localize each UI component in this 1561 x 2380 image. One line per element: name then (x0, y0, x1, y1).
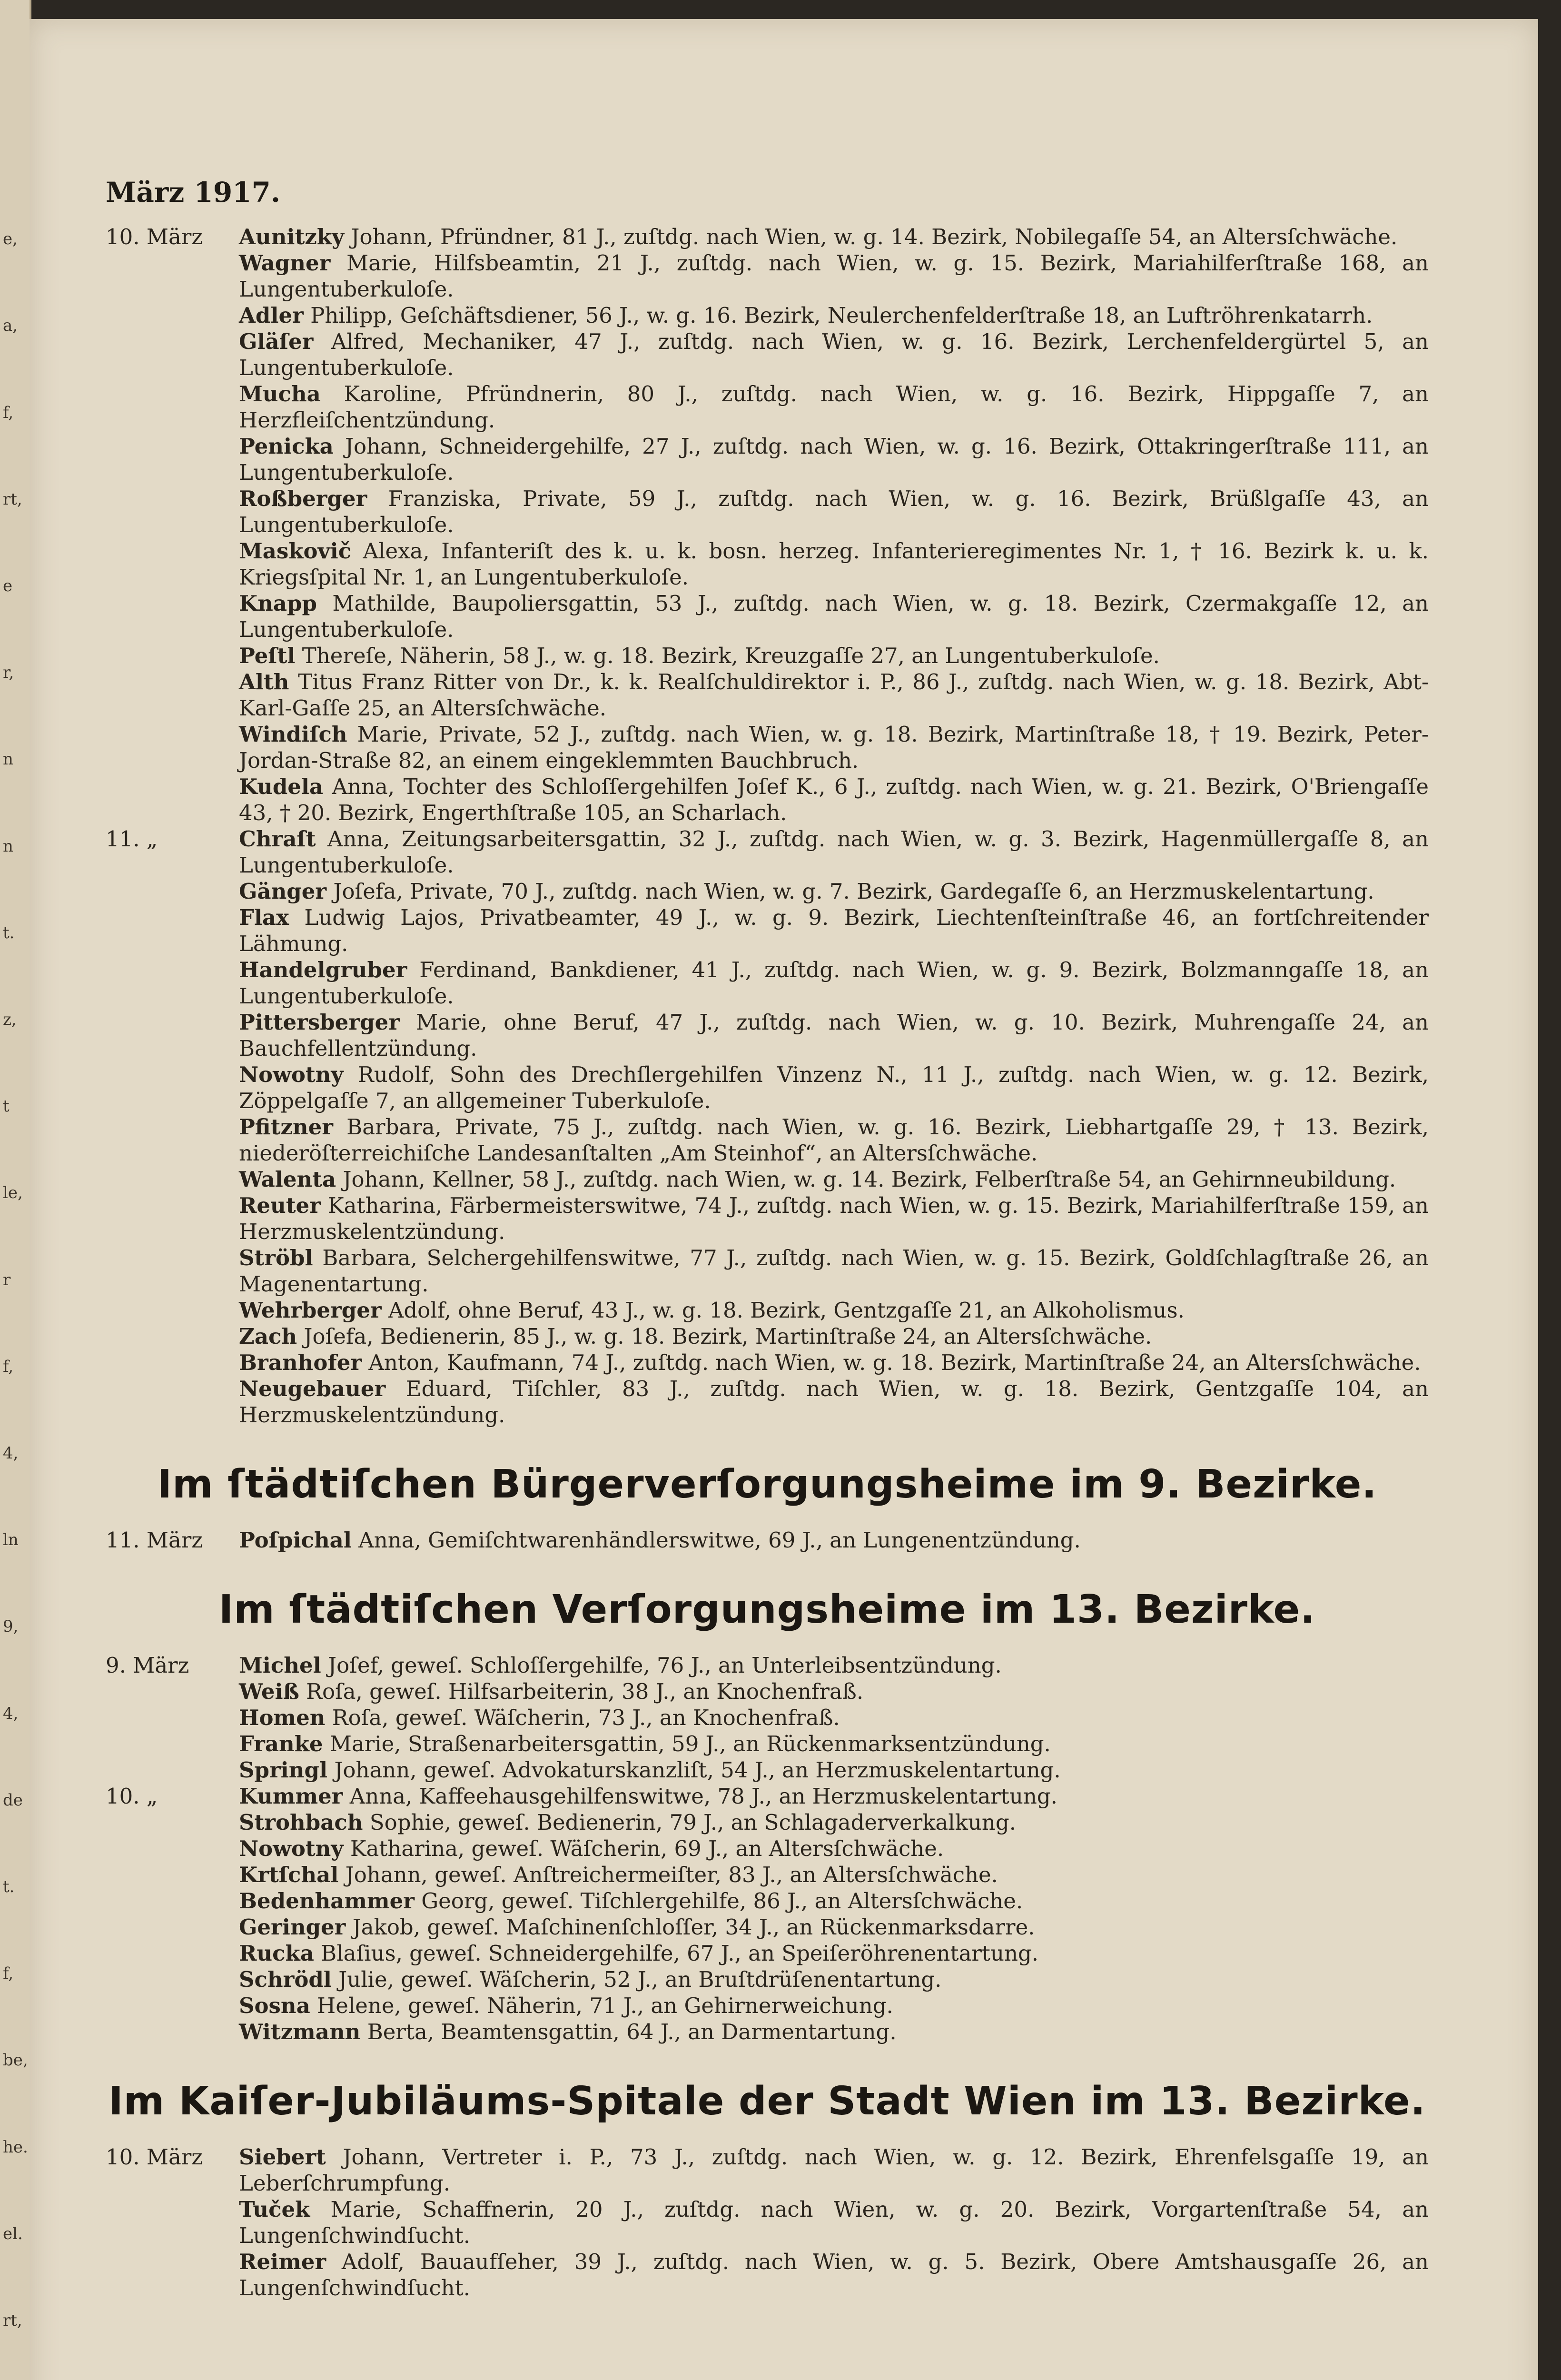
entry-details: Johann, Pfründner, 81 J., zuſtdg. nach Wien, w. g. 14. Bezirk, Nobilegaſſe 54, an Altersſchwäche. (344, 224, 1398, 249)
document-page (30, 19, 1538, 2380)
entry-surname: Poſpichal (239, 1527, 352, 1553)
page-content (106, 176, 1429, 2301)
death-record-entry (106, 2249, 1429, 2301)
death-record-entry (106, 1757, 1429, 1783)
death-record-entry (106, 1349, 1429, 1376)
entry-surname: Tuček (239, 2197, 310, 2222)
margin-fragment: z, (3, 1010, 17, 1029)
entry-surname: Weiß (239, 1679, 299, 1704)
entry-details: Anna, Tochter des Schloſſergehilfen Joſef K., 6 J., zuſtdg. nach Wien, w. g. 21. Bezirk, O'Briengaſſe 43, † 20. Bezirk, Engerthſtraße 105, an Scharlach. (239, 774, 1429, 825)
entry-details: Helene, geweſ. Näherin, 71 J., an Gehirnerweichung. (310, 1993, 893, 2018)
entry-details: Adolf, ohne Beruf, 43 J., w. g. 18. Bezirk, Gentzgaſſe 21, an Alkoholismus. (381, 1298, 1185, 1323)
death-record-entry (106, 1705, 1429, 1731)
previous-page-edge (0, 0, 31, 2380)
entry-details: Marie, Schaffnerin, 20 J., zuſtdg. nach Wien, w. g. 20. Bezirk, Vorgartenſtraße 54, an Lungenſchwindſucht. (239, 2197, 1429, 2248)
entry-surname: Adler (239, 303, 304, 328)
entry-surname: Zach (239, 1324, 297, 1349)
margin-fragment: e (3, 576, 13, 595)
entry-surname: Siebert (239, 2144, 326, 2170)
entry-details: Rudolf, Sohn des Drechſlergehilfen Vinzenz N., 11 J., zuſtdg. nach Wien, w. g. 12. Bezirk, Zöppelgaſſe 7, an allgemeiner Tuberkuloſe. (239, 1062, 1429, 1113)
death-record-entry (106, 1809, 1429, 1835)
margin-fragment: rt, (3, 490, 22, 509)
entry-surname: Michel (239, 1653, 321, 1678)
entry-details: Jakob, geweſ. Maſchinenſchloſſer, 34 J., an Rückenmarksdarre. (346, 1914, 1035, 1940)
entry-surname: Gänger (239, 879, 327, 904)
death-record-entry (106, 1678, 1429, 1705)
entry-details: Anna, Kaffeehausgehilfenswitwe, 78 J., an Herzmuskelentartung. (343, 1784, 1057, 1809)
entry-surname: Schrödl (239, 1967, 332, 1992)
entry-details: Roſa, geweſ. Wäſcherin, 73 J., an Knochenfraß. (325, 1705, 840, 1730)
entry-surname: Strohbach (239, 1810, 363, 1835)
death-record-entry (106, 1652, 1429, 1678)
entry-surname: Windiſch (239, 722, 347, 747)
entry-details: Sophie, geweſ. Bedienerin, 79 J., an Schlagaderverkalkung. (363, 1810, 1016, 1835)
death-record-entry (106, 721, 1429, 774)
death-record-entry (106, 590, 1429, 643)
death-record-entry (106, 1966, 1429, 1993)
entry-date: 10. „ (106, 1784, 158, 1809)
death-record-entry (106, 1731, 1429, 1757)
death-record-entry (106, 1009, 1429, 1061)
death-record-entry (106, 2019, 1429, 2045)
death-record-entry (106, 1783, 1429, 1809)
entry-details: Anton, Kaufmann, 74 J., zuſtdg. nach Wien, w. g. 18. Bezirk, Martinſtraße 24, an Altersſchwäche. (362, 1350, 1421, 1375)
margin-fragment: f, (3, 403, 14, 422)
margin-fragment: f, (3, 1357, 14, 1376)
entry-surname: Springl (239, 1757, 328, 1783)
entry-details: Julie, geweſ. Wäſcherin, 52 J., an Bruſtdrüſenentartung. (331, 1967, 942, 1992)
entry-details: Franziska, Private, 59 J., zuſtdg. nach Wien, w. g. 16. Bezirk, Brüßlgaſſe 43, an Lungentuberkuloſe. (239, 486, 1429, 537)
entry-details: Eduard, Tiſchler, 83 J., zuſtdg. nach Wien, w. g. 18. Bezirk, Gentzgaſſe 104, an Herzmuskelentzündung. (239, 1376, 1429, 1428)
entries-section-4 (106, 2144, 1429, 2301)
death-record-entry (106, 224, 1429, 250)
margin-fragment: t. (3, 923, 15, 942)
death-record-entry (106, 904, 1429, 957)
entry-details: Marie, ohne Beruf, 47 J., zuſtdg. nach Wien, w. g. 10. Bezirk, Muhrengaſſe 24, an Bauchfellentzündung. (239, 1010, 1429, 1061)
death-record-entry (106, 2196, 1429, 2249)
margin-fragment: r, (3, 663, 14, 682)
entry-surname: Bedenhammer (239, 1888, 415, 1914)
death-record-entry (106, 1114, 1429, 1166)
entry-surname: Reimer (239, 2249, 326, 2274)
margin-fragment: a, (3, 316, 18, 335)
death-record-entry (106, 1914, 1429, 1940)
entry-details: Johann, Schneidergehilfe, 27 J., zuſtdg. nach Wien, w. g. 16. Bezirk, Ottakringerſtraße 111, an Lungentuberkuloſe. (239, 434, 1429, 485)
margin-fragment: n (3, 837, 13, 856)
entry-date: 10. März (106, 2144, 203, 2170)
death-record-entry (106, 381, 1429, 433)
entry-surname: Geringer (239, 1914, 346, 1940)
entry-surname: Roßberger (239, 486, 367, 511)
death-record-entry (106, 1993, 1429, 2019)
entry-surname: Nowotny (239, 1836, 344, 1861)
entry-details: Alexa, Infanteriſt des k. u. k. bosn. herzeg. Infanterieregimentes Nr. 1, † 16. Bezirk k. u. k. Kriegsſpital Nr. 1, an Lungentuberkuloſe. (239, 538, 1429, 590)
entry-details: Johann, geweſ. Anſtreichermeiſter, 83 J., an Altersſchwäche. (338, 1862, 998, 1887)
death-record-entry (106, 2144, 1429, 2196)
entry-surname: Peſtl (239, 643, 296, 668)
margin-fragment: be, (3, 2051, 28, 2070)
death-record-entry (106, 486, 1429, 538)
death-record-entry (106, 1862, 1429, 1888)
margin-fragment: r (3, 1270, 11, 1289)
death-record-entry (106, 1061, 1429, 1114)
entry-surname: Knapp (239, 591, 317, 616)
death-record-entry (106, 1192, 1429, 1245)
entry-details: Katharina, geweſ. Wäſcherin, 69 J., an Altersſchwäche. (343, 1836, 944, 1861)
entries-section-1 (106, 224, 1429, 1428)
entry-details: Georg, geweſ. Tiſchlergehilfe, 86 J., an Altersſchwäche. (414, 1888, 1023, 1914)
entry-surname: Reuter (239, 1193, 321, 1218)
entry-surname: Flax (239, 905, 289, 930)
entry-surname: Nowotny (239, 1062, 344, 1087)
entry-date: 11. „ (106, 826, 158, 852)
death-record-entry (106, 1166, 1429, 1192)
death-record-entry (106, 1245, 1429, 1297)
entry-surname: Witzmann (239, 2019, 361, 2044)
entry-surname: Walenta (239, 1167, 336, 1192)
entry-surname: Chraſt (239, 826, 316, 852)
entry-surname: Wagner (239, 250, 331, 276)
margin-fragment: t (3, 1097, 10, 1116)
margin-fragment: le, (3, 1183, 23, 1202)
death-record-entry (106, 643, 1429, 669)
entry-surname: Franke (239, 1731, 323, 1756)
death-record-entry (106, 1940, 1429, 1966)
death-record-entry (106, 1835, 1429, 1862)
entry-details: Karoline, Pfründnerin, 80 J., zuſtdg. nach Wien, w. g. 16. Bezirk, Hippgaſſe 7, an Herzfleiſchentzündung. (239, 381, 1429, 433)
entry-details: Alfred, Mechaniker, 47 J., zuſtdg. nach Wien, w. g. 16. Bezirk, Lerchenfeldergürtel 5, an Lungentuberkuloſe. (239, 329, 1429, 380)
section-title-kaiser-jubilaeums-spital: Im Kaiſer-Jubiläums-Spitale der Stadt Wien im 13. Bezirke. (109, 2079, 1426, 2124)
death-record-entry (106, 328, 1429, 381)
death-record-entry (106, 1376, 1429, 1428)
entry-date: 11. März (106, 1527, 203, 1553)
margin-fragment: he. (3, 2138, 28, 2157)
entry-details: Thereſe, Näherin, 58 J., w. g. 18. Bezirk, Kreuzgaſſe 27, an Lungentuberkuloſe. (295, 643, 1160, 668)
death-record-entry (106, 250, 1429, 302)
entry-details: Mathilde, Baupoliersgattin, 53 J., zuſtdg. nach Wien, w. g. 18. Bezirk, Czermakgaſſe 12, an Lungentuberkuloſe. (239, 591, 1429, 642)
margin-fragment: 4, (3, 1444, 19, 1463)
death-record-entry (106, 302, 1429, 328)
entry-surname: Mucha (239, 381, 321, 407)
entry-details: Titus Franz Ritter von Dr., k. k. Realſchuldirektor i. P., 86 J., zuſtdg. nach Wien, w. g. 18. Bezirk, Abt-Karl-Gaſſe 25, an Altersſchwäche. (239, 669, 1429, 721)
margin-fragment: t. (3, 1877, 15, 1896)
entry-details: Roſa, geweſ. Hilfsarbeiterin, 38 J., an Knochenfraß. (299, 1679, 864, 1704)
entry-surname: Pfitzner (239, 1114, 333, 1140)
death-record-entry (106, 878, 1429, 904)
death-record-entry (106, 1297, 1429, 1323)
entry-surname: Branhofer (239, 1350, 362, 1375)
entry-details: Anna, Zeitungsarbeitersgattin, 32 J., zuſtdg. nach Wien, w. g. 3. Bezirk, Hagenmüllergaſſe 8, an Lungentuberkuloſe. (239, 826, 1429, 878)
entry-details: Ferdinand, Bankdiener, 41 J., zuſtdg. nach Wien, w. g. 9. Bezirk, Bolzmanngaſſe 18, an Lungentuberkuloſe. (239, 957, 1429, 1009)
entry-surname: Kummer (239, 1784, 343, 1809)
entry-details: Marie, Private, 52 J., zuſtdg. nach Wien, w. g. 18. Bezirk, Martinſtraße 18, † 19. Bezirk, Peter-Jordan-Straße 82, an einem eingeklemmten Bauchbruch. (239, 722, 1429, 773)
entry-details: Joſef, geweſ. Schloſſergehilfe, 76 J., an Unterleibsentzündung. (321, 1653, 1002, 1678)
margin-fragment: e, (3, 229, 18, 248)
entry-details: Johann, geweſ. Advokaturskanzliſt, 54 J., an Herzmuskelentartung. (327, 1757, 1061, 1783)
entry-surname: Homen (239, 1705, 326, 1730)
entry-surname: Neugebauer (239, 1376, 386, 1401)
entry-details: Barbara, Private, 75 J., zuſtdg. nach Wien, w. g. 16. Bezirk, Liebhartgaſſe 29, † 13. Bezirk, niederöſterreichiſche Landesanſtalten „Am Steinhof“, an Altersſchwäche. (239, 1114, 1429, 1166)
death-record-entry (106, 538, 1429, 590)
entry-surname: Rucka (239, 1941, 314, 1966)
death-record-entry (106, 433, 1429, 486)
entry-details: Joſefa, Private, 70 J., zuſtdg. nach Wien, w. g. 7. Bezirk, Gardegaſſe 6, an Herzmuskelentartung. (326, 879, 1374, 904)
entry-details: Marie, Straßenarbeitersgattin, 59 J., an Rückenmarksentzündung. (323, 1731, 1051, 1756)
entry-details: Johann, Kellner, 58 J., zuſtdg. nach Wien, w. g. 14. Bezirk, Felberſtraße 54, an Gehirnneubildung. (336, 1167, 1396, 1192)
death-record-entry (106, 1527, 1429, 1553)
margin-fragment: f, (3, 1964, 14, 1983)
entry-surname: Maskovič (239, 538, 352, 564)
entry-details: Johann, Vertreter i. P., 73 J., zuſtdg. nach Wien, w. g. 12. Bezirk, Ehrenfelsgaſſe 19, an Leberſchrumpfung. (239, 2144, 1429, 2196)
margin-fragment: 9, (3, 1617, 19, 1636)
entry-details: Berta, Beamtensgattin, 64 J., an Darmentartung. (360, 2019, 897, 2044)
entry-details: Barbara, Selchergehilfenswitwe, 77 J., zuſtdg. nach Wien, w. g. 15. Bezirk, Goldſchlagſtraße 26, an Magenentartung. (239, 1245, 1429, 1297)
entry-surname: Penicka (239, 434, 334, 459)
entry-date: 9. März (106, 1653, 189, 1678)
section-title-buergerversorgungsheim: Im ſtädtiſchen Bürgerverſorgungsheime im 9. Bezirke. (157, 1462, 1377, 1507)
margin-fragment: n (3, 750, 13, 769)
margin-fragment: rt, (3, 2311, 22, 2330)
death-record-entry (106, 1323, 1429, 1349)
margin-fragment: el. (3, 2224, 23, 2243)
entry-surname: Pittersberger (239, 1010, 400, 1035)
entry-details: Philipp, Geſchäftsdiener, 56 J., w. g. 16. Bezirk, Neulerchenfelderſtraße 18, an Luftröhrenkatarrh. (303, 303, 1373, 328)
entry-details: Anna, Gemiſchtwarenhändlerswitwe, 69 J., an Lungenentzündung. (351, 1527, 1081, 1553)
entry-surname: Handelgruber (239, 957, 407, 982)
entry-details: Blaſius, geweſ. Schneidergehilfe, 67 J., an Speiſeröhrenentartung. (314, 1941, 1039, 1966)
entry-details: Ludwig Lajos, Privatbeamter, 49 J., w. g. 9. Bezirk, Liechtenſteinſtraße 46, an fortſchreitender Lähmung. (239, 905, 1429, 956)
entry-surname: Sosna (239, 1993, 310, 2018)
entry-details: Joſefa, Bedienerin, 85 J., w. g. 18. Bezirk, Martinſtraße 24, an Altersſchwäche. (297, 1324, 1152, 1349)
death-record-entry (106, 826, 1429, 878)
entry-details: Marie, Hilfsbeamtin, 21 J., zuſtdg. nach Wien, w. g. 15. Bezirk, Mariahilferſtraße 168, an Lungentuberkuloſe. (239, 250, 1429, 302)
entry-date: 10. März (106, 224, 203, 249)
entry-surname: Kudela (239, 774, 324, 799)
entry-details: Katharina, Färbermeisterswitwe, 74 J., zuſtdg. nach Wien, w. g. 15. Bezirk, Mariahilferſtraße 159, an Herzmuskelentzündung. (239, 1193, 1429, 1244)
entries-section-3 (106, 1652, 1429, 2045)
death-record-entry (106, 957, 1429, 1009)
death-record-entry (106, 774, 1429, 826)
entry-surname: Aunitzky (239, 224, 345, 249)
section-title-versorgungsheim: Im ſtädtiſchen Verſorgungsheime im 13. Bezirke. (218, 1587, 1316, 1632)
entry-surname: Ströbl (239, 1245, 313, 1270)
death-record-entry (106, 669, 1429, 721)
margin-fragment: 4, (3, 1704, 19, 1723)
entry-details: Adolf, Bauaufſeher, 39 J., zuſtdg. nach Wien, w. g. 5. Bezirk, Obere Amtshausgaſſe 26, an Lungenſchwindſucht. (239, 2249, 1429, 2301)
death-record-entry (106, 1888, 1429, 1914)
margin-fragment: de (3, 1791, 23, 1810)
entry-surname: Gläſer (239, 329, 314, 354)
entries-section-2 (106, 1527, 1429, 1553)
entry-surname: Alth (239, 669, 289, 694)
entry-surname: Krtſchal (239, 1862, 339, 1887)
entry-surname: Wehrberger (239, 1298, 382, 1323)
margin-fragment: ln (3, 1530, 19, 1549)
page-header: März 1917. (106, 176, 281, 208)
